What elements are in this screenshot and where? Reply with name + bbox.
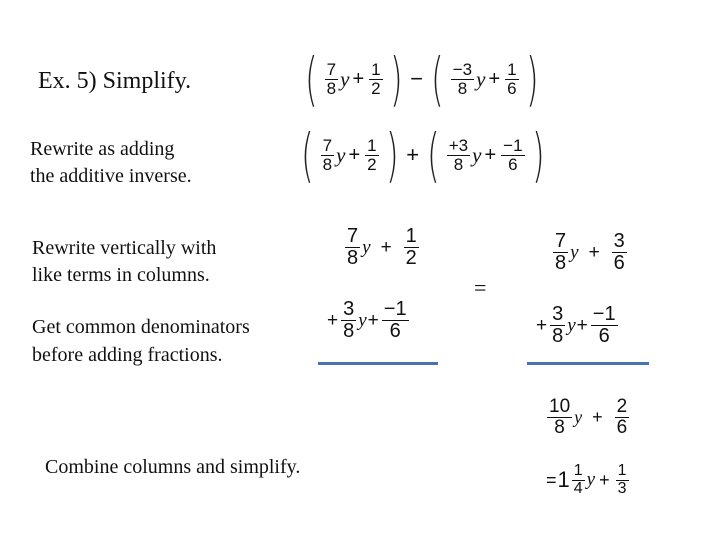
variable: y (336, 142, 346, 167)
column-sum (545, 397, 631, 438)
denominator: 8 (457, 78, 468, 98)
numerator: 3 (613, 230, 625, 252)
denominator: 3 (617, 479, 627, 497)
right-paren: ) (525, 45, 539, 113)
denominator: 8 (322, 154, 333, 174)
left-column-top (343, 226, 421, 269)
numerator: 1 (405, 225, 417, 247)
denominator: 6 (598, 325, 610, 347)
numerator: −1 (592, 303, 616, 325)
numerator: 7 (322, 135, 333, 155)
variable: y (570, 241, 579, 263)
step-rewrite-vertical (32, 235, 216, 289)
step-line: Rewrite as adding (30, 138, 175, 160)
operator: + (484, 143, 497, 166)
variable: y (472, 142, 482, 167)
operator: + (380, 236, 392, 258)
fraction (550, 304, 565, 347)
denominator: 6 (616, 416, 628, 438)
right-column-bottom (535, 304, 620, 347)
denominator: 8 (326, 78, 337, 98)
equals-sign: = (474, 275, 487, 300)
equals-operator: = (546, 469, 557, 490)
operator: + (488, 67, 501, 90)
denominator: 2 (371, 78, 381, 98)
operator: + (367, 309, 379, 331)
fraction (612, 231, 627, 274)
denominator: 6 (389, 320, 401, 342)
fraction (341, 299, 356, 342)
fraction (615, 397, 630, 438)
left-paren: ( (427, 121, 440, 189)
variable: y (567, 314, 576, 336)
step-common-denominators (32, 313, 250, 369)
numerator: −1 (383, 298, 407, 320)
fraction (553, 231, 568, 274)
right-paren: ) (385, 121, 399, 189)
variable: y (358, 309, 367, 331)
step-line: Rewrite vertically with (32, 237, 217, 259)
denominator: 8 (347, 247, 359, 269)
operator: − (410, 66, 424, 91)
additive-inverse-expression (296, 121, 549, 189)
denominator: 6 (613, 252, 625, 274)
variable: y (574, 406, 583, 427)
denominator: 2 (405, 247, 417, 269)
operator: + (352, 67, 365, 90)
denominator: 8 (554, 416, 565, 438)
variable: y (362, 236, 371, 258)
denominator: 8 (555, 252, 567, 274)
original-expression (300, 45, 543, 113)
numerator: 1 (617, 462, 627, 479)
numerator: 7 (347, 225, 359, 247)
fraction (369, 61, 382, 98)
right-paren: ) (531, 121, 545, 189)
numerator: 2 (616, 396, 628, 417)
left-column-bottom (326, 299, 411, 342)
denominator: 8 (453, 154, 464, 174)
numerator: 1 (371, 59, 381, 79)
denominator: 8 (552, 325, 564, 347)
operator: + (592, 406, 603, 427)
step-line: Get common denominators (32, 316, 250, 338)
fraction (501, 137, 524, 174)
whole-number: 1 (557, 467, 570, 493)
right-paren: ) (389, 45, 403, 113)
operator: + (599, 469, 610, 490)
fraction (591, 304, 618, 347)
fraction (572, 463, 585, 498)
fraction (505, 61, 518, 98)
denominator: 4 (573, 479, 583, 497)
numerator: 3 (343, 298, 355, 320)
operator: + (536, 314, 548, 336)
operator: + (588, 241, 600, 263)
final-result (545, 463, 631, 498)
numerator: 7 (555, 230, 567, 252)
numerator: 7 (326, 59, 337, 79)
numerator: −1 (503, 135, 523, 155)
fraction (345, 226, 360, 269)
fraction (325, 61, 338, 98)
variable: y (476, 66, 486, 91)
numerator: 1 (573, 462, 583, 479)
numerator: 1 (507, 59, 517, 79)
numerator: 10 (549, 396, 571, 417)
operator: + (348, 143, 361, 166)
page-title: Ex. 5) Simplify. (38, 68, 192, 94)
numerator: −3 (452, 59, 473, 79)
left-paren: ( (301, 121, 314, 189)
operator: + (406, 142, 420, 167)
numerator: +3 (448, 135, 469, 155)
left-paren: ( (305, 45, 318, 113)
step-line: before adding fractions. (32, 344, 223, 366)
variable: y (340, 66, 350, 91)
step-line: like terms in columns. (32, 264, 210, 286)
numerator: 1 (367, 135, 377, 155)
sum-line-right (527, 362, 649, 365)
sum-line-left (318, 362, 438, 365)
fraction (451, 61, 474, 98)
step-line: the additive inverse. (30, 165, 192, 187)
fraction (447, 137, 470, 174)
fraction (365, 137, 378, 174)
variable: y (586, 469, 596, 491)
fraction (382, 299, 409, 342)
denominator: 2 (367, 154, 377, 174)
denominator: 6 (508, 154, 518, 174)
step-combine: Combine columns and simplify. (45, 456, 301, 478)
fraction (616, 463, 629, 498)
operator: + (327, 309, 339, 331)
fraction (547, 397, 572, 438)
numerator: 3 (552, 303, 564, 325)
fraction (321, 137, 334, 174)
left-paren: ( (431, 45, 444, 113)
fraction (404, 226, 419, 269)
right-column-top (551, 231, 629, 274)
denominator: 8 (343, 320, 355, 342)
operator: + (576, 314, 588, 336)
step-rewrite-inverse (30, 136, 192, 190)
denominator: 6 (507, 78, 517, 98)
